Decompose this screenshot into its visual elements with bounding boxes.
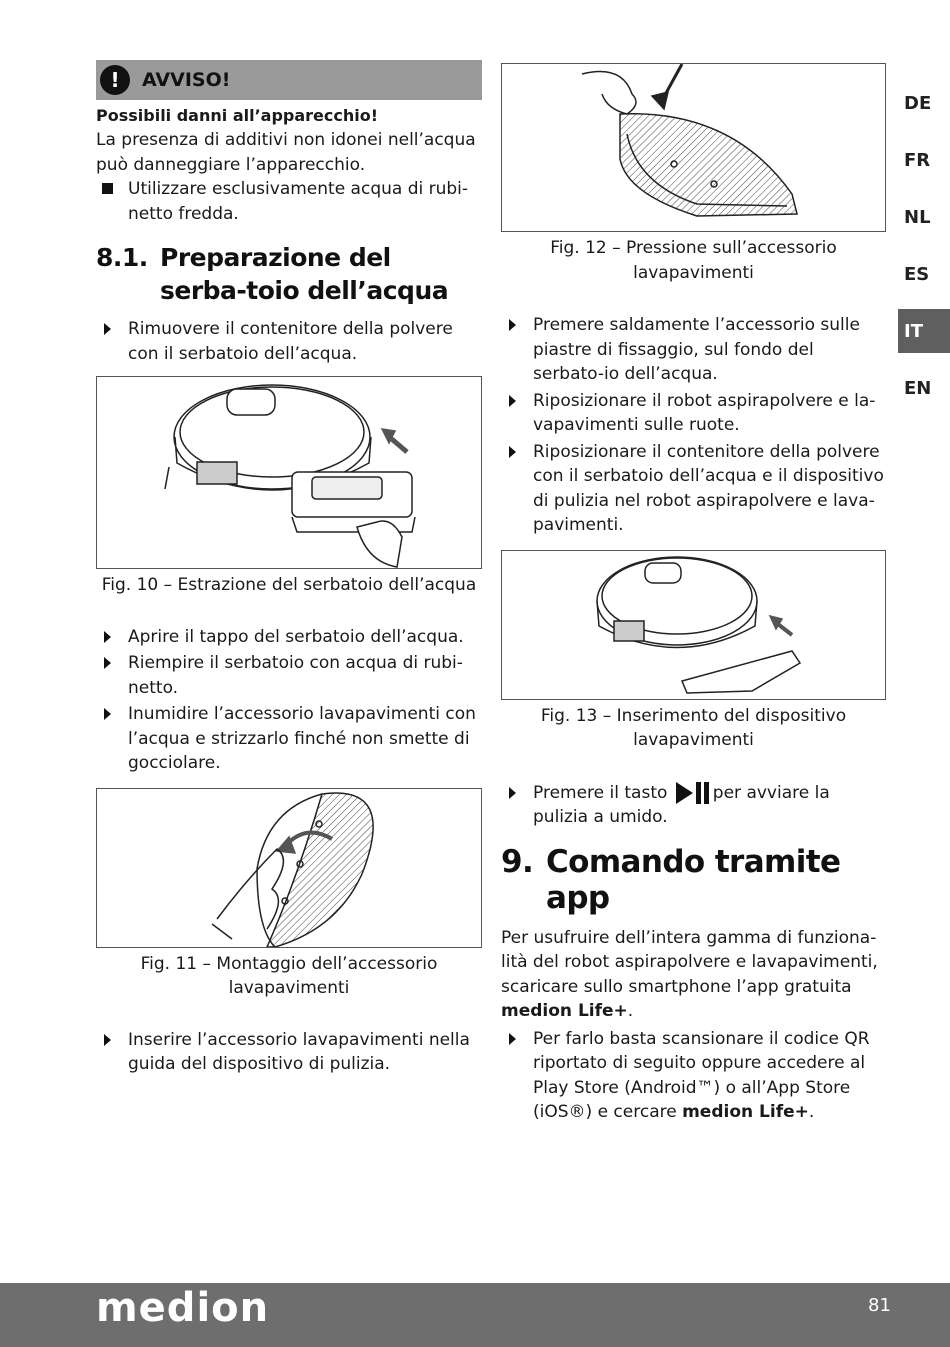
robot-water-tank-illustration: [97, 377, 481, 568]
left-column: [96, 60, 482, 1079]
lang-tab-en[interactable]: EN: [904, 378, 932, 399]
triangle-bullet-icon: [96, 317, 128, 366]
play-pause-icon: [675, 781, 711, 805]
triangle-bullet-icon: [501, 389, 533, 438]
page-footer: [0, 1283, 950, 1347]
figure-12-caption: Fig. 12 – Pressione sull’accessorio lavapavimenti: [550, 238, 837, 283]
figure-12: [501, 63, 886, 232]
warning-title: AVVISO!: [142, 69, 231, 91]
list-item: [501, 440, 886, 538]
lang-tab-it[interactable]: IT: [898, 309, 950, 353]
figure-13: [501, 550, 886, 700]
list-item: [501, 1027, 886, 1125]
warning-subtitle: Possibili danni all’apparecchio!: [96, 106, 379, 125]
list-item: [96, 317, 482, 366]
list-item: [96, 625, 482, 650]
intro-end: .: [627, 1001, 634, 1021]
section-9-intro: [501, 926, 886, 1024]
warning-bullet-text: Utilizzare esclusivamente acqua di rubi-netto fredda.: [128, 179, 469, 224]
figure-10: [96, 376, 482, 569]
steps-list-right-2: [501, 781, 886, 830]
mop-press-illustration: [502, 64, 885, 231]
step-text: Inserire l’accessorio lavapavimenti nella guida del dispositivo di pulizia.: [128, 1029, 470, 1074]
section-title: Comando tramite app: [546, 843, 841, 916]
step-text: Premere saldamente l’accessorio sulle piastre di fissaggio, sul fondo del serbato-io dell’acqua.: [533, 315, 860, 384]
triangle-bullet-icon: [501, 440, 533, 538]
exclamation-icon: !: [100, 65, 130, 95]
steps-list-3: [96, 1028, 482, 1077]
mop-insert-illustration: [502, 551, 885, 699]
list-item: [501, 389, 886, 438]
triangle-bullet-icon: [96, 651, 128, 700]
step-text: Riposizionare il robot aspirapolvere e la-vapavimenti sulle ruote.: [533, 390, 876, 435]
list-item: [96, 651, 482, 700]
triangle-bullet-icon: [96, 625, 128, 650]
page-number: 81: [868, 1295, 891, 1316]
step-text: Rimuovere il contenitore della polvere con il serbatoio dell’acqua.: [128, 319, 453, 364]
list-item: [96, 702, 482, 776]
press-after-text: per avviare la pulizia a umido.: [533, 782, 830, 827]
app-name: medion Life+: [682, 1102, 809, 1122]
right-column: [501, 63, 886, 1127]
step-body: Per farlo basta scansionare il codice QR riportato di seguito oppure accedere al Play Store (Android™) o all’App Store (iOS®) e cercare: [533, 1028, 870, 1122]
lang-tab-de[interactable]: DE: [904, 93, 932, 114]
lang-tab-es[interactable]: ES: [904, 264, 930, 285]
step-text: [533, 1027, 886, 1125]
intro-text: Per usufruire dell’intera gamma di funziona-lità del robot aspirapolvere e lavapavimenti, scaricare sullo smartphone l’app gratuita: [501, 927, 878, 997]
section-8-1-heading: [96, 241, 482, 307]
warning-bullet: [96, 177, 482, 226]
list-item: [501, 313, 886, 387]
figure-11-caption: Fig. 11 – Montaggio dell’accessorio lavapavimenti: [140, 953, 438, 998]
section-title: Preparazione del serba-toio dell’acqua: [160, 243, 449, 305]
triangle-bullet-icon: [501, 781, 533, 830]
step-text: Riposizionare il contenitore della polvere con il serbatoio dell’acqua e il dispositivo di pulizia nel robot aspirapolvere e lava-pavimenti.: [533, 441, 884, 535]
figure-13-caption: Fig. 13 – Inserimento del dispositivo lavapavimenti: [540, 705, 847, 750]
step-end: .: [808, 1102, 815, 1122]
lang-tab-nl[interactable]: NL: [904, 207, 931, 228]
section-number: 8.1.: [96, 243, 148, 272]
step-text: Aprire il tappo del serbatoio dell’acqua.: [128, 626, 464, 647]
triangle-bullet-icon: [96, 1028, 128, 1077]
triangle-bullet-icon: [96, 702, 128, 776]
steps-list-section9: [501, 1027, 886, 1125]
press-before-text: Premere il tasto: [533, 782, 668, 803]
steps-list-2: [96, 625, 482, 776]
figure-10-caption: Fig. 10 – Estrazione del serbatoio dell’acqua: [101, 575, 477, 595]
mop-mounting-illustration: [97, 789, 481, 947]
step-text: Riempire il serbatoio con acqua di rubi-netto.: [128, 653, 463, 698]
app-name: medion Life+: [501, 1001, 628, 1021]
section-number: 9.: [501, 843, 534, 880]
step-text: Inumidire l’accessorio lavapavimenti con l’acqua e strizzarlo finché non smette di gocciolare.: [128, 704, 476, 773]
square-bullet-icon: [102, 183, 113, 194]
triangle-bullet-icon: [501, 313, 533, 387]
section-9-heading: [501, 844, 886, 916]
figure-11: [96, 788, 482, 948]
steps-list: [96, 317, 482, 366]
step-text: [533, 781, 886, 830]
lang-tab-fr[interactable]: FR: [904, 150, 931, 171]
steps-list-right: [501, 313, 886, 538]
warning-text: La presenza di additivi non idonei nell’acqua può danneggiare l’apparecchio.: [96, 130, 476, 175]
warning-banner: [96, 60, 482, 100]
brand-logo: medion: [96, 1285, 270, 1331]
list-item: [96, 1028, 482, 1077]
triangle-bullet-icon: [501, 1027, 533, 1125]
language-tabs: [898, 75, 950, 417]
list-item: [501, 781, 886, 830]
